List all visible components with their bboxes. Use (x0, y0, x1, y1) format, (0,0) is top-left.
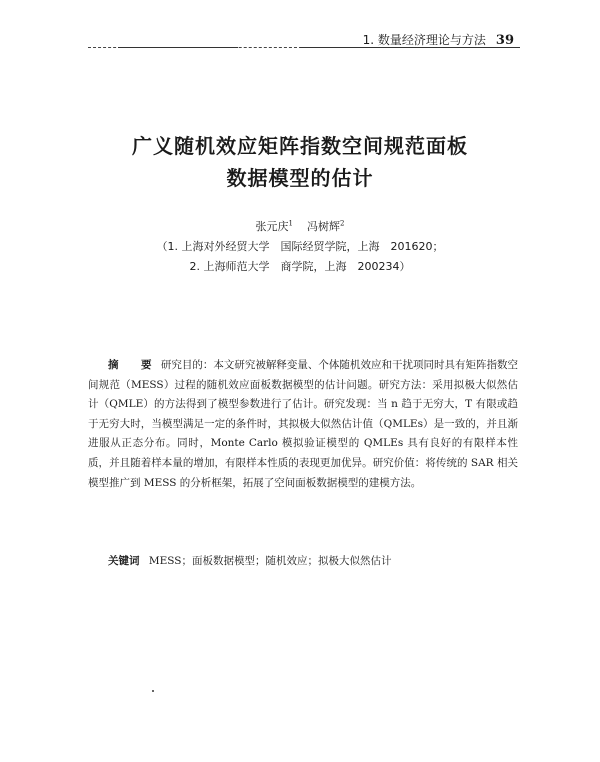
abstract (88, 356, 518, 493)
header-rule-segment (118, 47, 238, 48)
scan-speck (152, 690, 154, 692)
author-name: 冯树辉 (307, 220, 340, 233)
keywords (108, 553, 518, 568)
abstract-label: 摘 要 (108, 359, 158, 371)
keywords-text: MESS；面板数据模型；随机效应；拟极大似然估计 (148, 555, 392, 567)
affiliation-line-1: （1. 上海对外经贸大学 国际经贸学院，上海 201620； (156, 240, 444, 253)
affiliation-line-2: 2. 上海师范大学 商学院，上海 200234） (189, 260, 411, 273)
author-line (0, 218, 600, 234)
running-head-section: 1. 数量经济理论与方法 (362, 33, 486, 47)
author-affil-mark: 2 (340, 219, 345, 228)
running-head (363, 31, 514, 48)
page-number: 39 (495, 33, 514, 48)
author-name: 张元庆 (255, 220, 289, 233)
abstract-text: 研究目的：本文研究被解释变量、个体随机效应和干扰项同时具有矩阵指数空间规范（MESS）过程的随机效应面板数据模型的估计问题。研究方法：采用拟极大似然估计（QMLE）的方法得到了模型参数进行了估计。研究发现：当 n 趋于无穷大，T 有限或趋于无穷大时，当模型满足一定的条件时，其拟极大似然估计值（QMLEs）是一致的，并且渐进服从正态分布。同时，Monte Carlo 模拟验证模型的 QMLEs 具有良好的有限样本性质，并且随着样本量的增加，有限样本性质的表现更加优异。研究价值：将传统的 SAR 相关模型推广到 MESS 的分析框架，拓展了空间面板数据模型的建模方法。 (88, 359, 518, 489)
author-affil-mark: 1 (288, 219, 293, 228)
paper-title (0, 130, 600, 194)
keywords-label: 关键词 (108, 555, 140, 567)
title-line-1: 广义随机效应矩阵指数空间规范面板 (132, 134, 468, 158)
title-line-2: 数据模型的估计 (226, 166, 374, 190)
